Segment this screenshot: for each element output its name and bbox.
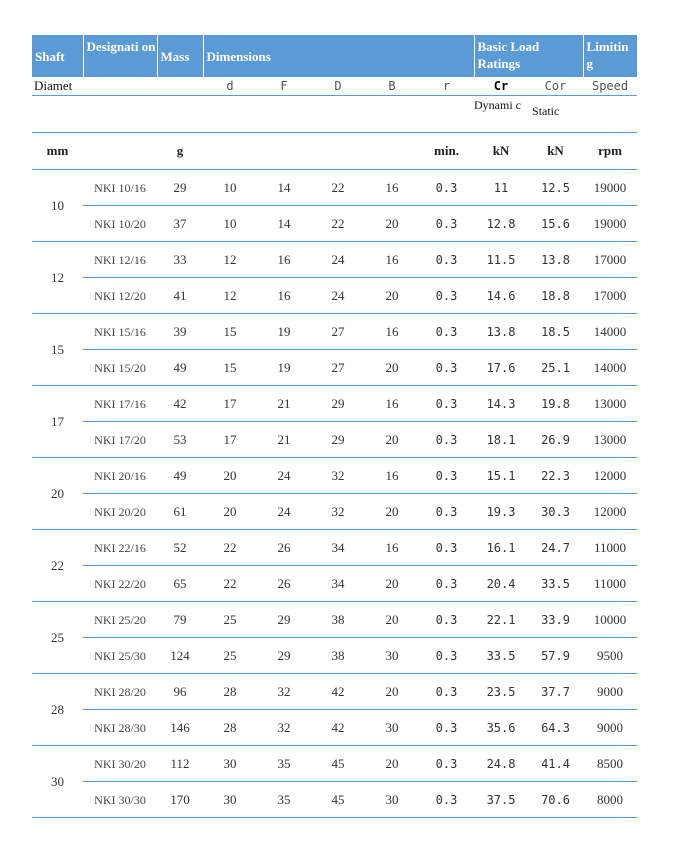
D-cell: 22: [311, 170, 365, 206]
header-shaft: Shaft: [32, 35, 83, 77]
shaft-diameter-cell: 20: [32, 458, 83, 530]
mass-cell: 53: [157, 422, 203, 458]
B-cell: 30: [365, 638, 419, 674]
speed-cell: 11000: [583, 566, 637, 602]
shaft-diameter-cell: 15: [32, 314, 83, 386]
d-cell: 28: [203, 710, 257, 746]
designation-cell: NKI 22/20: [83, 566, 157, 602]
table-row: [32, 206, 637, 242]
subheader-dynamic: Dynami c: [474, 96, 528, 133]
cor-cell: 13.8: [528, 242, 583, 278]
cr-cell: 19.3: [474, 494, 528, 530]
F-cell: 21: [257, 422, 311, 458]
unit-shaft: mm: [32, 133, 83, 170]
table-row: [32, 566, 637, 602]
unit-r: min.: [419, 133, 474, 170]
D-cell: 29: [311, 386, 365, 422]
B-cell: 16: [365, 170, 419, 206]
unit-speed: rpm: [583, 133, 637, 170]
D-cell: 27: [311, 314, 365, 350]
cr-cell: 14.3: [474, 386, 528, 422]
cor-cell: 22.3: [528, 458, 583, 494]
d-cell: 22: [203, 566, 257, 602]
table-row: [32, 782, 637, 818]
speed-cell: 19000: [583, 170, 637, 206]
F-cell: 21: [257, 386, 311, 422]
table-row: [32, 422, 637, 458]
r-cell: 0.3: [419, 386, 474, 422]
cr-cell: 35.6: [474, 710, 528, 746]
header-basic-load-ratings: Basic Load Ratings: [474, 35, 583, 77]
table-row: [32, 530, 637, 566]
D-cell: 45: [311, 782, 365, 818]
F-cell: 35: [257, 782, 311, 818]
speed-cell: 17000: [583, 278, 637, 314]
subheader-B: B: [365, 77, 419, 96]
unit-D-blank: [311, 133, 365, 170]
units-row: [32, 133, 637, 170]
B-cell: 16: [365, 458, 419, 494]
subheader-cr: Cr: [474, 77, 528, 96]
designation-cell: NKI 30/30: [83, 782, 157, 818]
speed-cell: 10000: [583, 602, 637, 638]
D-cell: 45: [311, 746, 365, 782]
shaft-diameter-cell: 30: [32, 746, 83, 818]
shaft-diameter-cell: 12: [32, 242, 83, 314]
designation-cell: NKI 22/16: [83, 530, 157, 566]
designation-cell: NKI 20/16: [83, 458, 157, 494]
F-cell: 14: [257, 206, 311, 242]
subheader-r: r: [419, 77, 474, 96]
mass-cell: 33: [157, 242, 203, 278]
mass-cell: 49: [157, 350, 203, 386]
shaft-diameter-cell: 22: [32, 530, 83, 602]
d-cell: 22: [203, 530, 257, 566]
table-row: [32, 674, 637, 710]
designation-cell: NKI 17/20: [83, 422, 157, 458]
B-cell: 20: [365, 350, 419, 386]
r-cell: 0.3: [419, 638, 474, 674]
speed-cell: 19000: [583, 206, 637, 242]
B-cell: 20: [365, 602, 419, 638]
B-cell: 20: [365, 746, 419, 782]
unit-cor: kN: [528, 133, 583, 170]
cr-cell: 13.8: [474, 314, 528, 350]
designation-cell: NKI 28/30: [83, 710, 157, 746]
cr-cell: 24.8: [474, 746, 528, 782]
designation-cell: NKI 30/20: [83, 746, 157, 782]
speed-cell: 8500: [583, 746, 637, 782]
table-row: [32, 242, 637, 278]
mass-cell: 41: [157, 278, 203, 314]
bearing-table: [32, 35, 637, 818]
designation-cell: NKI 10/20: [83, 206, 157, 242]
F-cell: 16: [257, 242, 311, 278]
F-cell: 29: [257, 638, 311, 674]
unit-B-blank: [365, 133, 419, 170]
cr-cell: 33.5: [474, 638, 528, 674]
r-cell: 0.3: [419, 278, 474, 314]
F-cell: 29: [257, 602, 311, 638]
r-cell: 0.3: [419, 350, 474, 386]
speed-cell: 14000: [583, 350, 637, 386]
r-cell: 0.3: [419, 494, 474, 530]
F-cell: 32: [257, 710, 311, 746]
table-row: [32, 458, 637, 494]
cr-cell: 12.8: [474, 206, 528, 242]
subheader-cor: Cor: [528, 77, 583, 96]
cor-cell: 18.5: [528, 314, 583, 350]
mass-cell: 52: [157, 530, 203, 566]
cor-cell: 26.9: [528, 422, 583, 458]
F-cell: 14: [257, 170, 311, 206]
unit-d-blank: [203, 133, 257, 170]
designation-cell: NKI 15/20: [83, 350, 157, 386]
r-cell: 0.3: [419, 566, 474, 602]
table-row: [32, 494, 637, 530]
unit-F-blank: [257, 133, 311, 170]
B-cell: 16: [365, 386, 419, 422]
subheader-static: Static: [528, 96, 583, 133]
D-cell: 22: [311, 206, 365, 242]
D-cell: 42: [311, 674, 365, 710]
speed-cell: 17000: [583, 242, 637, 278]
table-row: [32, 350, 637, 386]
cor-cell: 37.7: [528, 674, 583, 710]
mass-cell: 170: [157, 782, 203, 818]
d-cell: 10: [203, 170, 257, 206]
cor-cell: 30.3: [528, 494, 583, 530]
shaft-diameter-cell: 28: [32, 674, 83, 746]
cr-cell: 20.4: [474, 566, 528, 602]
mass-cell: 96: [157, 674, 203, 710]
F-cell: 26: [257, 530, 311, 566]
subheader-mass-blank: [157, 77, 203, 96]
D-cell: 27: [311, 350, 365, 386]
designation-cell: NKI 12/20: [83, 278, 157, 314]
cor-cell: 33.5: [528, 566, 583, 602]
cor-cell: 41.4: [528, 746, 583, 782]
r-cell: 0.3: [419, 458, 474, 494]
mass-cell: 124: [157, 638, 203, 674]
cr-cell: 14.6: [474, 278, 528, 314]
speed-cell: 12000: [583, 494, 637, 530]
mass-cell: 65: [157, 566, 203, 602]
r-cell: 0.3: [419, 674, 474, 710]
B-cell: 20: [365, 278, 419, 314]
speed-cell: 9500: [583, 638, 637, 674]
subheader-diameter: Diamet: [32, 77, 157, 96]
mass-cell: 79: [157, 602, 203, 638]
shaft-diameter-cell: 10: [32, 170, 83, 242]
mass-cell: 37: [157, 206, 203, 242]
cr-cell: 23.5: [474, 674, 528, 710]
cor-cell: 24.7: [528, 530, 583, 566]
cor-cell: 57.9: [528, 638, 583, 674]
speed-cell: 14000: [583, 314, 637, 350]
D-cell: 24: [311, 242, 365, 278]
designation-cell: NKI 28/20: [83, 674, 157, 710]
unit-mass: g: [157, 133, 203, 170]
table-row: [32, 638, 637, 674]
cor-cell: 70.6: [528, 782, 583, 818]
mass-cell: 39: [157, 314, 203, 350]
F-cell: 24: [257, 494, 311, 530]
B-cell: 20: [365, 422, 419, 458]
D-cell: 42: [311, 710, 365, 746]
d-cell: 30: [203, 782, 257, 818]
shaft-diameter-cell: 17: [32, 386, 83, 458]
speed-cell: 9000: [583, 710, 637, 746]
header-dimensions: Dimensions: [203, 35, 474, 77]
subheader-speed: Speed: [583, 77, 637, 96]
table-row: [32, 746, 637, 782]
designation-cell: NKI 10/16: [83, 170, 157, 206]
D-cell: 34: [311, 530, 365, 566]
mass-cell: 49: [157, 458, 203, 494]
cor-cell: 15.6: [528, 206, 583, 242]
d-cell: 12: [203, 242, 257, 278]
speed-cell: 13000: [583, 386, 637, 422]
header-limiting: Limitin g: [583, 35, 637, 77]
B-cell: 16: [365, 530, 419, 566]
r-cell: 0.3: [419, 710, 474, 746]
table-row: [32, 386, 637, 422]
r-cell: 0.3: [419, 422, 474, 458]
cor-cell: 25.1: [528, 350, 583, 386]
cr-cell: 37.5: [474, 782, 528, 818]
cor-cell: 19.8: [528, 386, 583, 422]
cr-cell: 15.1: [474, 458, 528, 494]
B-cell: 20: [365, 206, 419, 242]
cor-cell: 18.8: [528, 278, 583, 314]
cr-cell: 18.1: [474, 422, 528, 458]
mass-cell: 112: [157, 746, 203, 782]
r-cell: 0.3: [419, 602, 474, 638]
r-cell: 0.3: [419, 314, 474, 350]
D-cell: 32: [311, 458, 365, 494]
mass-cell: 61: [157, 494, 203, 530]
header-mass: Mass: [157, 35, 203, 77]
cr-cell: 11.5: [474, 242, 528, 278]
F-cell: 32: [257, 674, 311, 710]
d-cell: 17: [203, 386, 257, 422]
d-cell: 17: [203, 422, 257, 458]
F-cell: 26: [257, 566, 311, 602]
D-cell: 34: [311, 566, 365, 602]
shaft-diameter-cell: 25: [32, 602, 83, 674]
d-cell: 30: [203, 746, 257, 782]
speed-cell: 11000: [583, 530, 637, 566]
mass-cell: 29: [157, 170, 203, 206]
d-cell: 12: [203, 278, 257, 314]
B-cell: 16: [365, 242, 419, 278]
cor-cell: 33.9: [528, 602, 583, 638]
cor-cell: 12.5: [528, 170, 583, 206]
d-cell: 28: [203, 674, 257, 710]
cor-cell: 64.3: [528, 710, 583, 746]
header-row: [32, 35, 637, 77]
designation-cell: NKI 25/30: [83, 638, 157, 674]
r-cell: 0.3: [419, 206, 474, 242]
d-cell: 25: [203, 602, 257, 638]
table-row: [32, 170, 637, 206]
F-cell: 16: [257, 278, 311, 314]
F-cell: 35: [257, 746, 311, 782]
designation-cell: NKI 17/16: [83, 386, 157, 422]
subheader-row-ratings: [32, 96, 637, 133]
d-cell: 10: [203, 206, 257, 242]
subheader2-blank-speed: [583, 96, 637, 133]
D-cell: 29: [311, 422, 365, 458]
D-cell: 38: [311, 602, 365, 638]
d-cell: 20: [203, 494, 257, 530]
designation-cell: NKI 15/16: [83, 314, 157, 350]
cr-cell: 17.6: [474, 350, 528, 386]
r-cell: 0.3: [419, 746, 474, 782]
r-cell: 0.3: [419, 170, 474, 206]
D-cell: 32: [311, 494, 365, 530]
table-row: [32, 278, 637, 314]
table-row: [32, 710, 637, 746]
speed-cell: 12000: [583, 458, 637, 494]
mass-cell: 146: [157, 710, 203, 746]
mass-cell: 42: [157, 386, 203, 422]
subheader-D: D: [311, 77, 365, 96]
designation-cell: NKI 25/20: [83, 602, 157, 638]
cr-cell: 11: [474, 170, 528, 206]
designation-cell: NKI 12/16: [83, 242, 157, 278]
unit-cr: kN: [474, 133, 528, 170]
B-cell: 20: [365, 494, 419, 530]
subheader2-blank: [32, 96, 474, 133]
B-cell: 30: [365, 710, 419, 746]
r-cell: 0.3: [419, 530, 474, 566]
subheader-d: d: [203, 77, 257, 96]
subheader-F: F: [257, 77, 311, 96]
subheader-row-symbols: [32, 77, 637, 96]
B-cell: 20: [365, 566, 419, 602]
d-cell: 25: [203, 638, 257, 674]
speed-cell: 8000: [583, 782, 637, 818]
F-cell: 19: [257, 350, 311, 386]
d-cell: 15: [203, 314, 257, 350]
B-cell: 16: [365, 314, 419, 350]
F-cell: 24: [257, 458, 311, 494]
B-cell: 30: [365, 782, 419, 818]
speed-cell: 13000: [583, 422, 637, 458]
r-cell: 0.3: [419, 782, 474, 818]
F-cell: 19: [257, 314, 311, 350]
d-cell: 15: [203, 350, 257, 386]
cr-cell: 22.1: [474, 602, 528, 638]
speed-cell: 9000: [583, 674, 637, 710]
table-row: [32, 602, 637, 638]
B-cell: 20: [365, 674, 419, 710]
D-cell: 24: [311, 278, 365, 314]
D-cell: 38: [311, 638, 365, 674]
table-row: [32, 314, 637, 350]
header-designation: Designati on: [83, 35, 157, 77]
r-cell: 0.3: [419, 242, 474, 278]
unit-designation-blank: [83, 133, 157, 170]
d-cell: 20: [203, 458, 257, 494]
cr-cell: 16.1: [474, 530, 528, 566]
designation-cell: NKI 20/20: [83, 494, 157, 530]
